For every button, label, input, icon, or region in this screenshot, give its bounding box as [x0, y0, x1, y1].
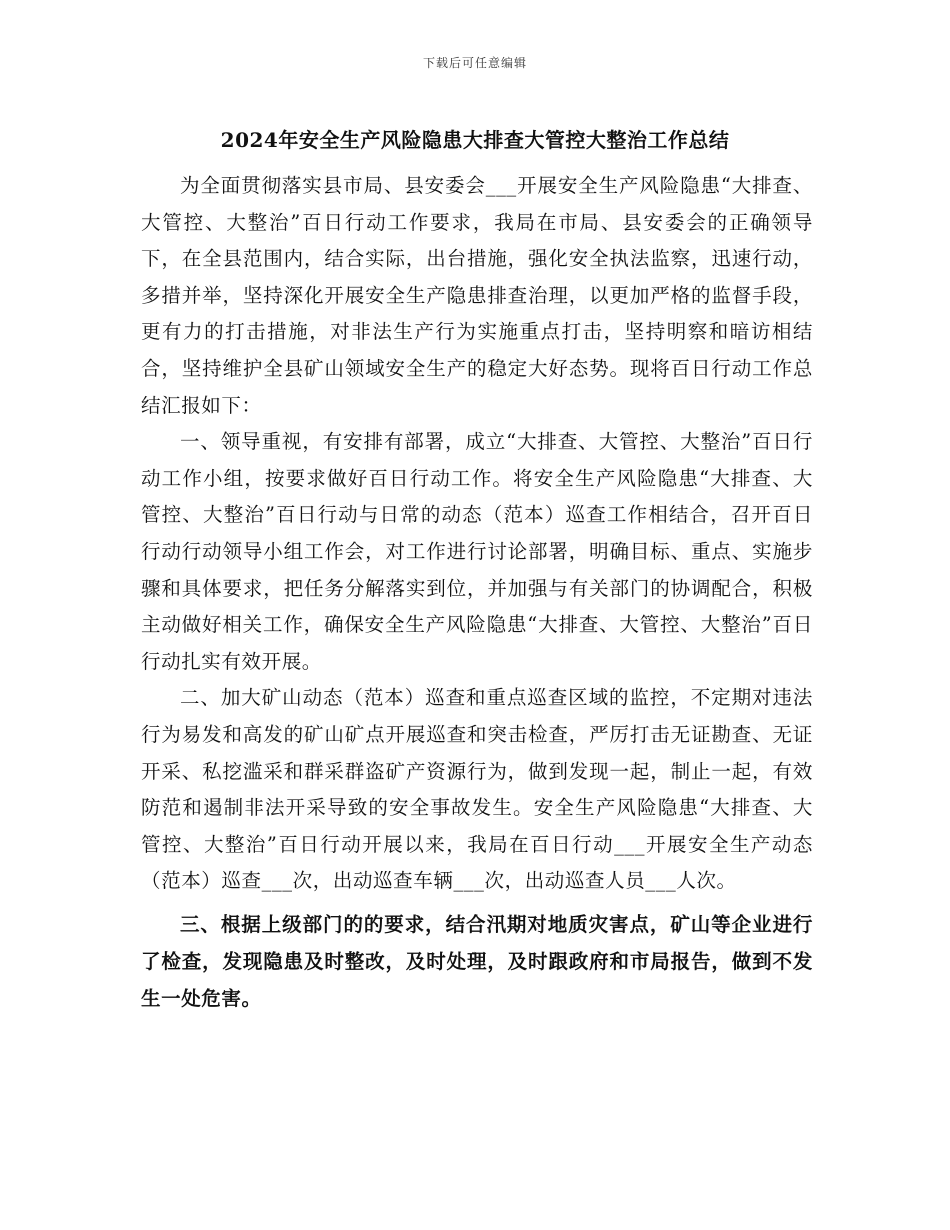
paragraph-intro: 为全面贯彻落实县市局、县安委会___开展安全生产风险隐患“大排查、大管控、大整治”百日行动工作要求，我局在市局、县安委会的正确领导下，在全县范围内，结合实际，出台措施，强化安全执法监察，迅速行动，多措并举，坚持深化开展安全生产隐患排查治理，以更加严格的监督手段，更有力的打击措施，对非法生产行为实施重点打击，坚持明察和暗访相结合，坚持维护全县矿山领域安全生产的稳定大好态势。现将百日行动工作总结汇报如下：: [141, 174, 813, 417]
paragraph-section-1: 一、领导重视，有安排有部署，成立“大排查、大管控、大整治”百日行动工作小组，按要求做好百日行动工作。将安全生产风险隐患“大排查、大管控、大整治”百日行动与日常的动态（范本）巡查工作相结合，召开百日行动行动领导小组工作会，对工作进行讨论部署，明确目标、重点、实施步骤和具体要求，把任务分解落实到位，并加强与有关部门的协调配合，积极主动做好相关工作，确保安全生产风险隐患“大排查、大管控、大整治”百日行动扎实有效开展。: [141, 430, 813, 673]
paragraph-section-3: 三、根据上级部门的的要求，结合汛期对地质灾害点，矿山等企业进行了检查，发现隐患及时整改，及时处理，及时跟政府和市局报告，做到不发生一处危害。: [141, 912, 813, 1010]
document-body: [141, 168, 813, 1017]
paragraph-section-2: 二、加大矿山动态（范本）巡查和重点巡查区域的监控，不定期对违法行为易发和高发的矿山矿点开展巡查和突击检查，严厉打击无证勘查、无证开采、私挖滥采和群采群盗矿产资源行为，做到发现一起，制止一起，有效防范和遏制非法开采导致的安全事故发生。安全生产风险隐患“大排查、大管控、大整治”百日行动开展以来，我局在百日行动___开展安全生产动态（范本）巡查___次，出动巡查车辆___次，出动巡查人员___人次。: [141, 686, 813, 893]
header-note: 下载后可任意编辑: [422, 56, 527, 70]
document-title: 2024年安全生产风险隐患大排查大管控大整治工作总结: [220, 128, 730, 152]
